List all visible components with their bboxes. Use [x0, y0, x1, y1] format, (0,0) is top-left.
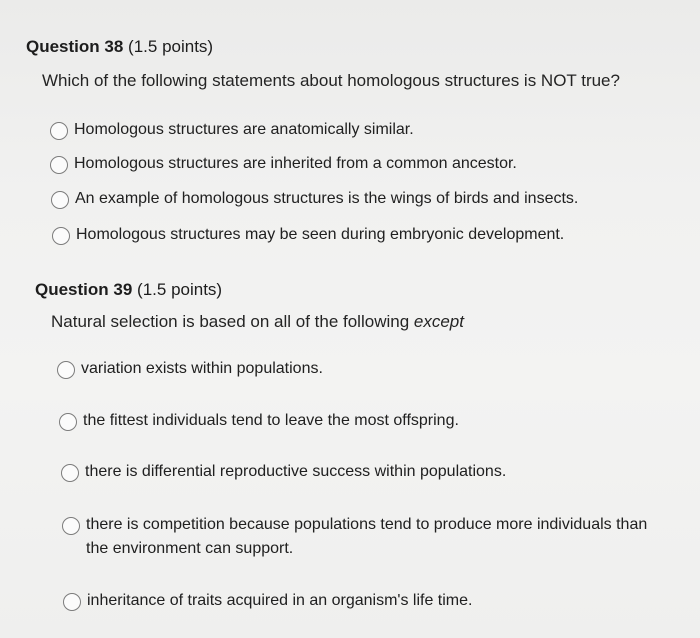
- option-label: the fittest individuals tend to leave the most offspring.: [83, 412, 459, 429]
- question-number: Question 39: [35, 280, 133, 299]
- question-points: (1.5 points): [128, 37, 214, 56]
- option-label: Homologous structures are inherited from a common ancestor.: [74, 155, 517, 172]
- radio-button[interactable]: [51, 191, 69, 209]
- option-label: Homologous structures may be seen during embryonic development.: [76, 226, 565, 243]
- option-label: An example of homologous structures is the wings of birds and insects.: [75, 190, 579, 207]
- option-label: Homologous structures are anatomically similar.: [74, 121, 414, 138]
- q39-option-3[interactable]: [61, 463, 661, 484]
- question-points: (1.5 points): [137, 280, 223, 299]
- q38-option-4[interactable]: [52, 226, 652, 247]
- question-39-title: [35, 280, 222, 300]
- question-38-prompt: Which of the following statements about homologous structures is NOT true?: [42, 71, 620, 90]
- q38-option-1[interactable]: [50, 121, 650, 142]
- radio-button[interactable]: [59, 413, 77, 431]
- option-label: inheritance of traits acquired in an organism's life time.: [87, 592, 473, 609]
- q39-option-5[interactable]: [63, 592, 663, 613]
- q39-option-4[interactable]: [62, 516, 662, 561]
- q38-option-2[interactable]: [50, 155, 650, 176]
- radio-button[interactable]: [61, 464, 79, 482]
- question-39-prompt: [51, 312, 464, 332]
- prompt-emphasis: except: [413, 312, 464, 331]
- option-label: there is competition because populations tend to produce more individuals than the environment can support.: [86, 516, 648, 557]
- option-label: variation exists within populations.: [81, 360, 323, 377]
- radio-button[interactable]: [52, 227, 70, 245]
- prompt-text: Natural selection is based on all of the following: [51, 312, 414, 331]
- radio-button[interactable]: [50, 156, 68, 174]
- radio-button[interactable]: [62, 517, 80, 535]
- q39-option-1[interactable]: [57, 360, 657, 381]
- option-label: there is differential reproductive success within populations.: [85, 463, 507, 480]
- q39-option-2[interactable]: [59, 412, 659, 433]
- q38-option-3[interactable]: [51, 190, 651, 211]
- radio-button[interactable]: [57, 361, 75, 379]
- question-38-title: [26, 37, 213, 57]
- radio-button[interactable]: [50, 122, 68, 140]
- radio-button[interactable]: [63, 593, 81, 611]
- question-number: Question 38: [26, 37, 124, 56]
